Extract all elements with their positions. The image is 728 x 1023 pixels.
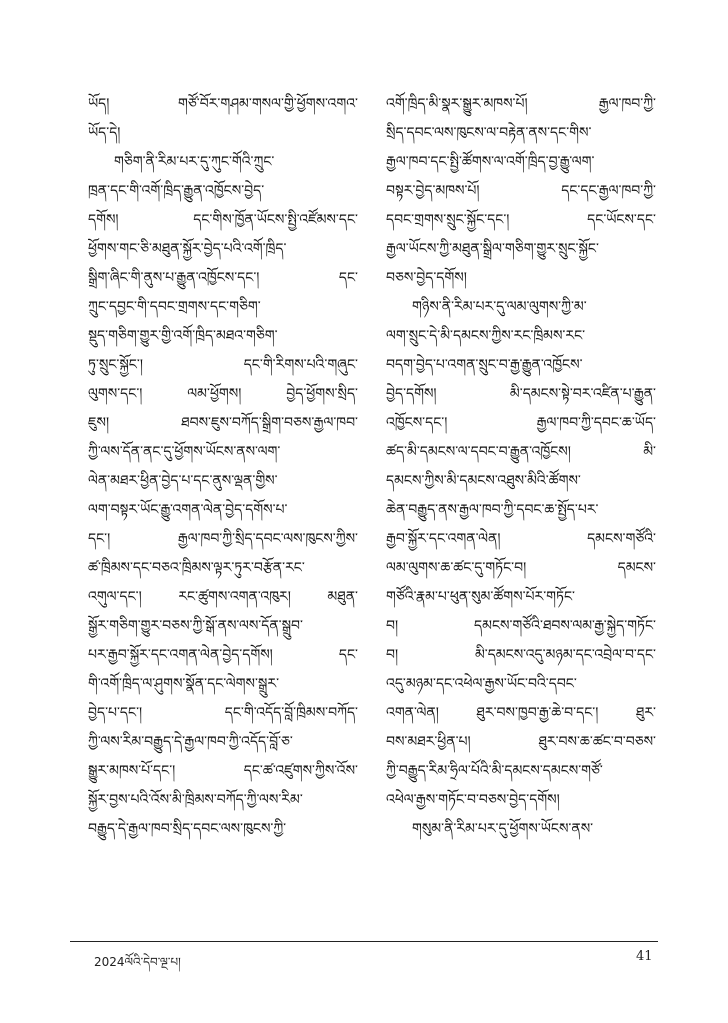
text-line: ཡོད་དེ། [88, 125, 121, 141]
text-line: ཚ་ཁྲིམས་དང་བཅའ་ཁྲིམས་ལྟར་ཏུར་བརྩོན་རང་ [88, 560, 305, 576]
text-line: བྱེད་དགོས། མི་དམངས་སྟེ་བར་འཛིན་པ་རྒྱུན་ [386, 386, 656, 402]
text-line: གཉིས་ནི་རིམ་པར་དུ་ལམ་ལུགས་ཀྱི་མ་ [412, 299, 587, 315]
text-line: རྒྱལ་ཡོངས་ཀྱི་མཐུན་སྒྲིལ་གཅིག་གྱུར་སྲུང་སྐྱོང་ [386, 241, 599, 257]
page-number: 41 [636, 949, 653, 964]
text-line: བསྟར་བྱེད་མཁས་པོ། དང་དང་རྒྱལ་ཁབ་ཀྱི་ [386, 183, 656, 199]
text-line: འགན་ལེན། ཐུར་བས་ཁྱབ་རྒྱ་ཆེ་བ་དང་། ཐུར་ [386, 705, 656, 721]
text-line: སྒྱོར་གཅིག་གྱུར་བཅས་ཀྱི་སྒོ་ནས་ལས་དོན་སྒྲུབ་ [88, 618, 303, 634]
text-line: ཀྲུང་དབྱང་གི་དབང་གྲགས་དང་གཅིག་ [88, 299, 261, 315]
text-line: ལག་སྲུང་དེ་མི་དམངས་ཀྱིས་རང་ཁྲིམས་རང་ [386, 328, 586, 344]
text-line: འགུལ་དང་། རང་ཚུགས་འགན་འཁུར། མཐུན་ [88, 589, 358, 605]
text-line: གཅིག་ནི་རིམ་པར་དུ་ཀུང་གོའི་ཀྲུང་ [114, 154, 275, 170]
text-line: དང་། རྒྱལ་ཁབ་ཀྱི་སྲིད་དབང་ལས་ཁུངས་ཀྱིས་ [88, 531, 358, 547]
text-line: བ། མི་དམངས་འདུ་མཉམ་དང་འབྲེལ་བ་དང་ [386, 647, 656, 663]
text-line: བ། དམངས་གཙོའི་ཐབས་ལམ་རྒྱ་སྐྱེད་གཏོང་ [386, 618, 656, 634]
text-line: ཚད་མི་དམངས་ལ་དབང་བ་རྒྱུན་འཁྱོངས། མི་ [386, 444, 656, 460]
text-line: གསུམ་ནི་རིམ་པར་དུ་ཕྱོགས་ཡོངས་ནས་ [412, 821, 594, 837]
text-line: སྡུད་གཅིག་གྱུར་གྱི་འགོ་ཁྲིད་མཐའ་གཅིག་ [88, 328, 278, 344]
text-line: ཀྱི་བརྒྱུད་རིམ་ཧྲིལ་པོའི་མི་དམངས་དམངས་གཙོ་ [386, 763, 603, 779]
text-line: བས་མཐར་ཕྱིན་པ། ཐུར་བས་ཆ་ཚང་བ་བཅས་ [386, 734, 656, 750]
text-line: བཅས་བྱེད་དགོས། [386, 270, 467, 286]
text-line: དབང་གྲགས་སྲུང་སྐྱོང་དང་། དང་ཡོངས་དང་ [386, 212, 656, 228]
text-line: དགོས། དང་གིས་ཁྱོན་ཡོངས་སྤྱི་འཛོམས་དང་ [88, 212, 358, 228]
text-line: ཏུ་སྲུང་སྐྱོང་། དང་གི་རིགས་པའི་གཞུང་ [88, 357, 358, 373]
text-line: ལམ་ལུགས་ཆ་ཚང་དུ་གཏོང་བ། དམངས་ [386, 560, 656, 576]
text-line: ཕྱོགས་གང་ཅི་མཐུན་སྐྱོར་བྱེད་པའི་འགོ་ཁྲིད་ [88, 241, 287, 257]
text-line: རྒྱལ་ཁབ་དང་སྤྱི་ཚོགས་ལ་འགོ་ཁྲིད་བྱ་རྒྱུ་ལག་ [386, 154, 595, 170]
right-text-column [386, 90, 656, 844]
text-line: ཇུས། ཐབས་ཇུས་བཀོད་སྒྲིག་བཅས་རྒྱལ་ཁབ་ [88, 415, 358, 431]
text-line: སྐྱོར་བྱས་པའི་འོས་མི་ཁྲིམས་བཀོད་ཀྱི་ལས་རིམ་ [88, 792, 303, 808]
text-line: ཁྲན་དང་གི་འགོ་ཁྲིད་རྒྱུན་འཁྱོངས་བྱེད་ [88, 183, 265, 199]
text-line: སྒྱུར་མཁས་པོ་དང་། དང་ཚ་འཛུགས་ཀྱིས་འོས་ [88, 763, 358, 779]
text-line: ལུགས་དང་། ལམ་ཕྱོགས། བྱེད་ཕྱོགས་སྲིད་ [88, 386, 358, 402]
text-line: འདུ་མཉམ་དང་འཕེལ་རྒྱས་ཡོང་བའི་དབང་ [386, 676, 577, 692]
text-line: བརྒྱུད་དེ་རྒྱལ་ཁབ་སྲིད་དབང་ལས་ཁུངས་ཀྱི་ [88, 821, 287, 837]
text-line: འཕེལ་རྒྱས་གཏོང་བ་བཅས་བྱེད་དགོས། [386, 792, 560, 808]
text-line: ཀྱི་ལས་རིམ་བརྒྱུད་དེ་རྒྱལ་ཁབ་ཀྱི་འདོད་བློ་ཅ་ [88, 734, 293, 750]
footer-rule [70, 941, 658, 942]
text-line: གཙོའི་རྣམ་པ་ཕུན་སུམ་ཚོགས་པོར་གཏོང་ [386, 589, 575, 605]
text-line: བདག་བྱེད་པ་འགན་སྲུང་བ་རྒྱ་རྒྱུན་འཁྱོངས་ [386, 357, 583, 373]
text-line: རྒྱབ་སྐྱོར་དང་འགན་ལེན། དམངས་གཙོའི་ [386, 531, 656, 547]
text-line: དམངས་ཀྱིས་མི་དམངས་འཐུས་མིའི་ཚོགས་ [386, 473, 581, 489]
text-line: འཁྱོངས་དང་། རྒྱལ་ཁབ་ཀྱི་དབང་ཆ་ཡོད་ [386, 415, 656, 431]
text-line: སྒྲིག་ཞིང་གི་ནུས་པ་རྒྱུན་འཁྱོངས་དང་། དང་ [88, 270, 358, 286]
text-line: ཀྱི་ལས་དོན་ནང་དུ་ཕྱོགས་ཡོངས་ནས་ལག་ [88, 444, 281, 460]
left-text-column [88, 90, 358, 844]
text-line: བྱེད་པ་དང་། དང་གི་འདོད་བློ་ཁྲིམས་བཀོད་ [88, 705, 358, 721]
text-line: གི་འགོ་ཁྲིད་ལ་ཤུགས་སྣོན་དང་ལེགས་སྒྲུར་ [88, 676, 280, 692]
text-line: འགོ་ཁྲིད་མི་སྣར་སྒྱུར་མཁས་པོ། རྒྱལ་ཁབ་ཀྱི་ [386, 96, 656, 112]
journal-issue-label: 2024ལོའི་དེབ་ལྔ་པ། [94, 955, 181, 969]
text-line: ཡོད། གཙོ་བོར་གཤམ་གསལ་གྱི་ཕྱོགས་འགའ་ [88, 96, 358, 112]
text-line: སྲིད་དབང་ལས་ཁུངས་ལ་བརྟེན་ནས་དང་གིས་ [386, 125, 592, 141]
text-line: ལེན་མཐར་ཕྱིན་བྱེད་པ་དང་ནུས་ལྡན་གྱིས་ [88, 473, 278, 489]
text-line: ལག་བསྟར་ཡོང་རྒྱུ་འགན་ལེན་བྱེད་དགོས་པ་ [88, 502, 288, 518]
text-line: ཆེན་བརྒྱུད་ནས་རྒྱལ་ཁབ་ཀྱི་དབང་ཆ་སྤྱོད་པར་ [386, 502, 599, 518]
text-line: པར་རྒྱབ་སྐྱོར་དང་འགན་ལེན་བྱེད་དགོས། དང་ [88, 647, 358, 663]
